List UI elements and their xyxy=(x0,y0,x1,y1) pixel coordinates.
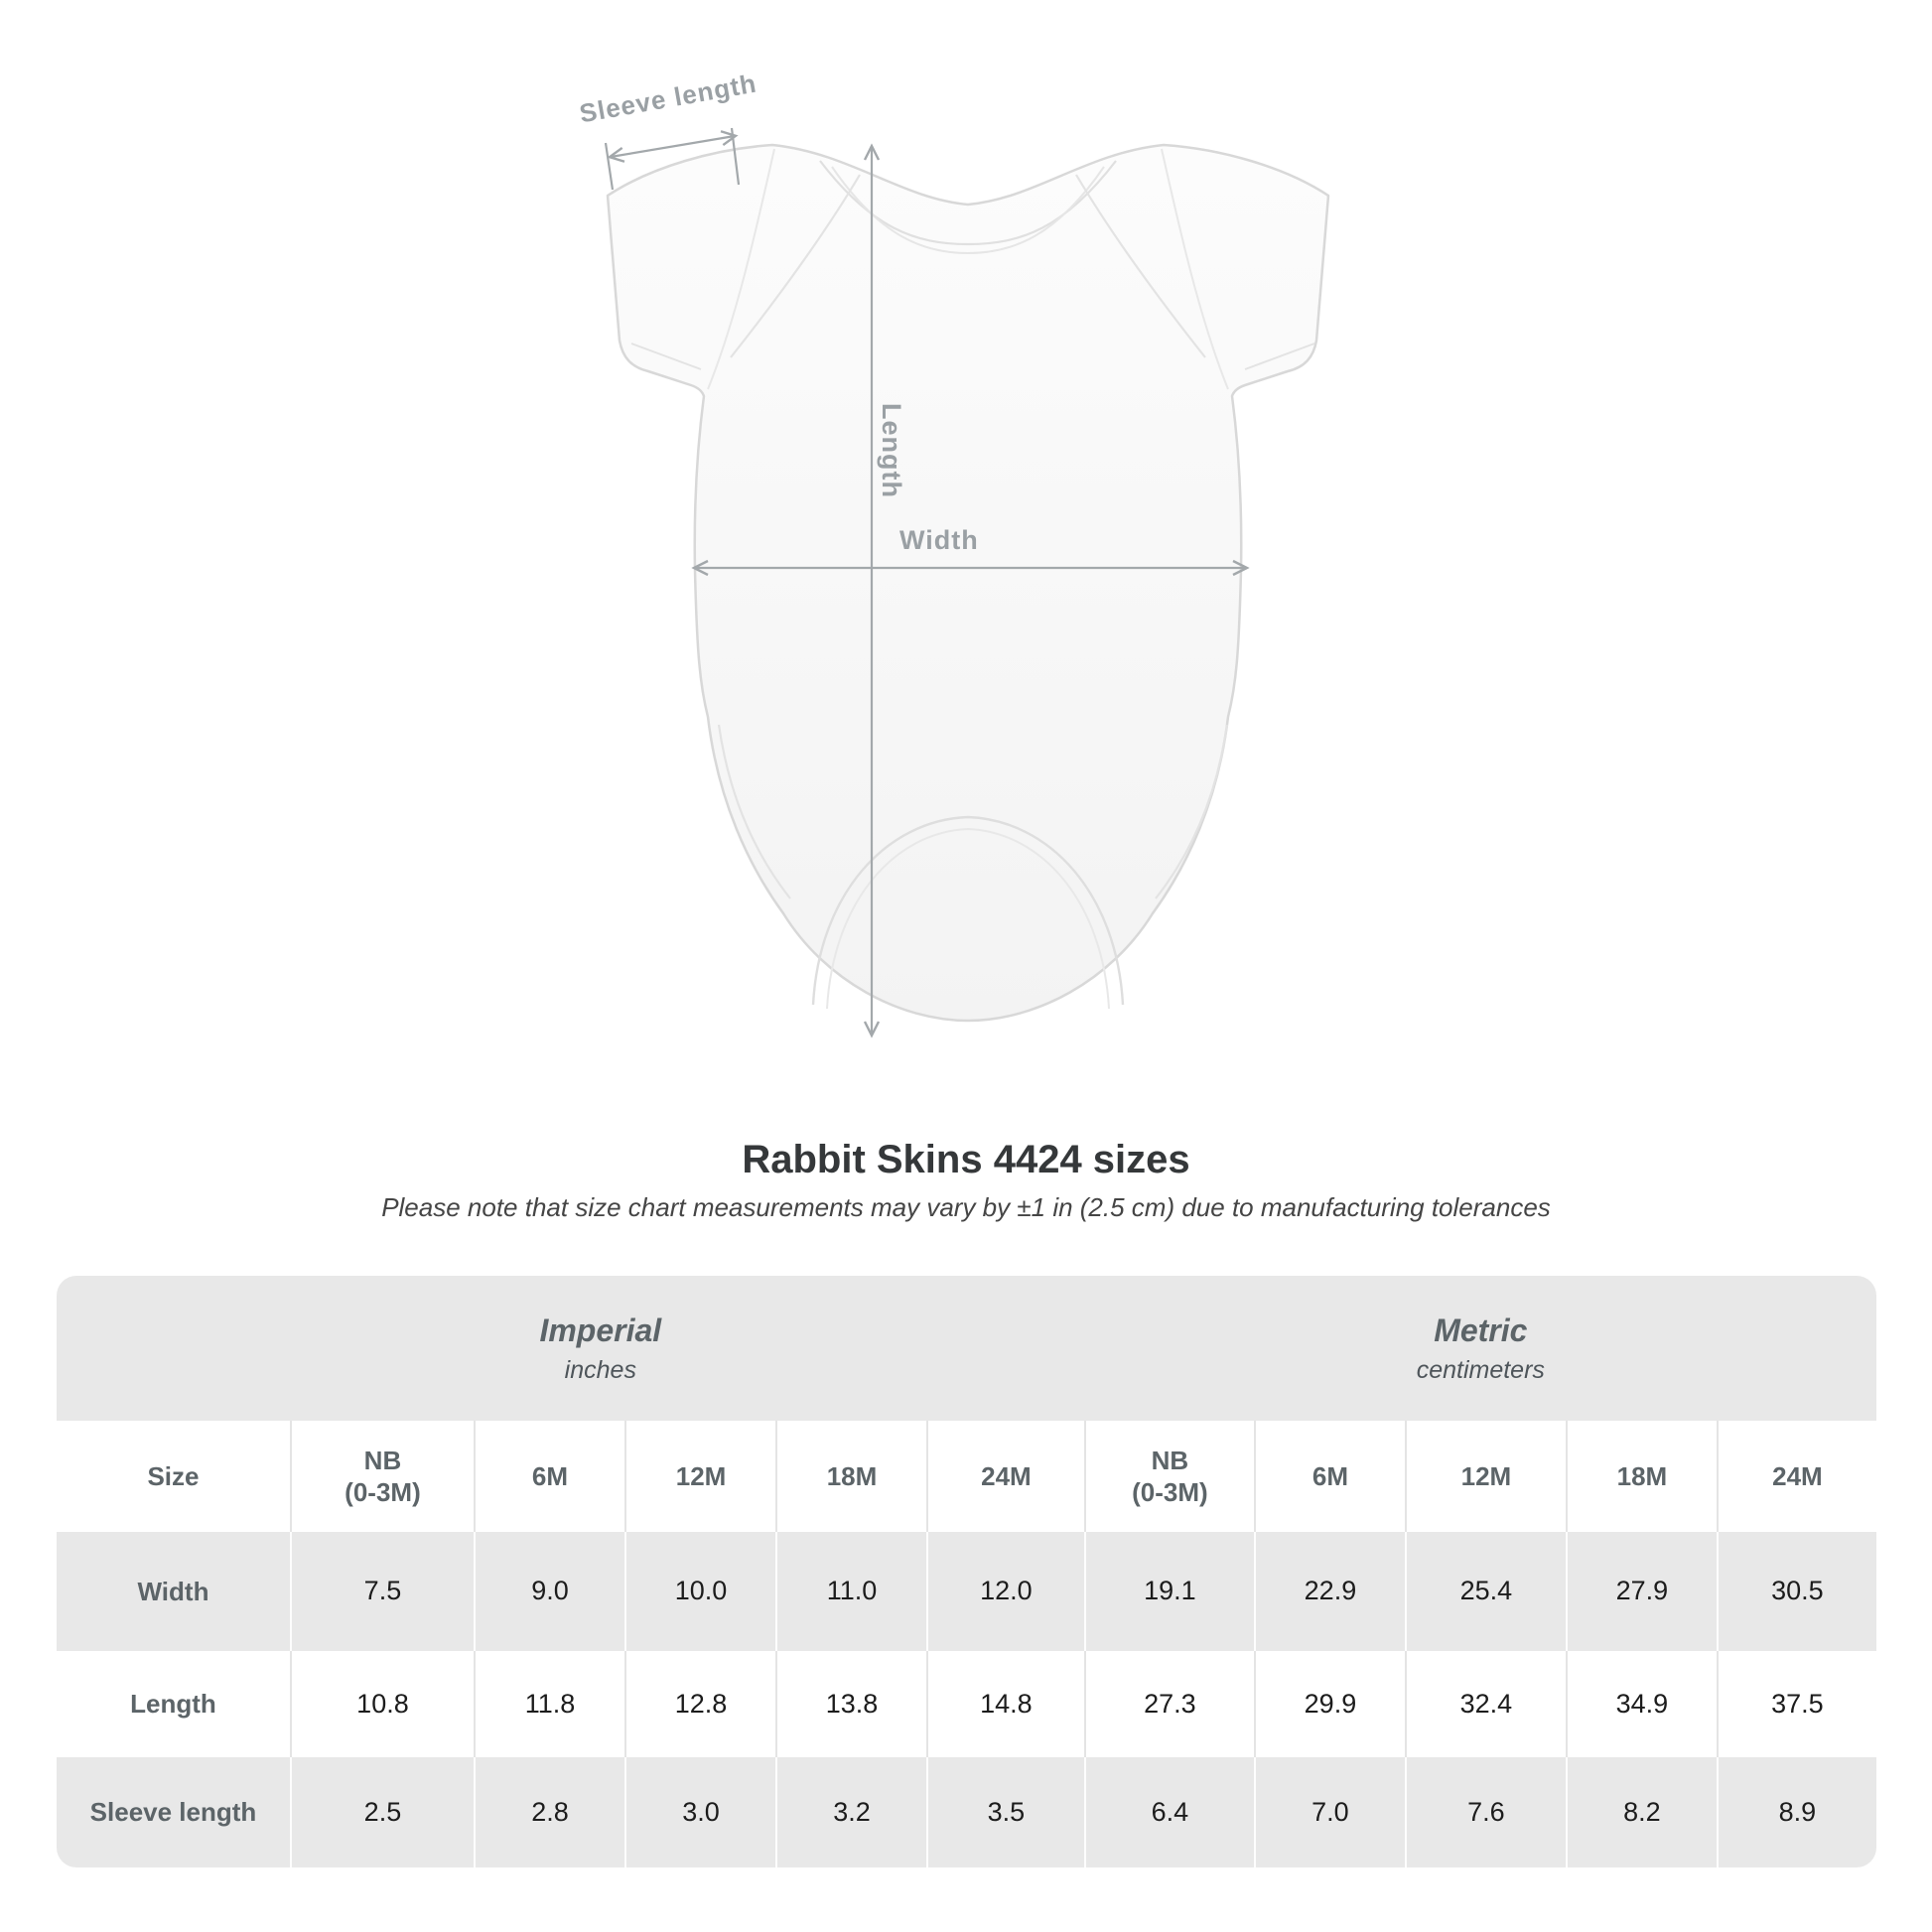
onesie-illustration xyxy=(556,99,1390,1042)
column-header-18m-metric: 18M xyxy=(1566,1421,1717,1532)
row-label-width: Width xyxy=(137,1576,209,1606)
sleeve-18m-cm: 8.2 xyxy=(1566,1757,1717,1867)
table-row-length xyxy=(57,1651,1876,1757)
size-header-row xyxy=(57,1421,1876,1532)
unit-header-band xyxy=(57,1276,1876,1421)
sleeve-arrow-left-tick xyxy=(606,143,613,190)
width-24m-cm: 30.5 xyxy=(1717,1532,1876,1651)
length-nb-cm: 27.3 xyxy=(1084,1651,1254,1757)
column-header-nb-metric: NB (0-3M) xyxy=(1084,1421,1254,1532)
row-label-length: Length xyxy=(130,1689,216,1720)
page-title: Rabbit Skins 4424 sizes xyxy=(742,1138,1190,1181)
metric-unit-group xyxy=(1085,1276,1876,1421)
width-nb-in: 7.5 xyxy=(290,1532,474,1651)
width-6m-cm: 22.9 xyxy=(1254,1532,1405,1651)
column-header-6m-metric: 6M xyxy=(1254,1421,1405,1532)
width-label: Width xyxy=(899,525,979,555)
column-header-nb-imperial: NB (0-3M) xyxy=(290,1421,474,1532)
width-24m-in: 12.0 xyxy=(926,1532,1084,1651)
onesie-body-outline xyxy=(608,145,1328,1021)
length-6m-cm: 29.9 xyxy=(1254,1651,1405,1757)
width-6m-in: 9.0 xyxy=(474,1532,624,1651)
length-18m-in: 13.8 xyxy=(775,1651,926,1757)
sleeve-18m-in: 3.2 xyxy=(775,1757,926,1867)
width-nb-cm: 19.1 xyxy=(1084,1532,1254,1651)
length-12m-cm: 32.4 xyxy=(1405,1651,1566,1757)
sleeve-12m-in: 3.0 xyxy=(624,1757,775,1867)
sleeve-length-label: Sleeve length xyxy=(577,68,759,129)
length-24m-cm: 37.5 xyxy=(1717,1651,1876,1757)
length-18m-cm: 34.9 xyxy=(1566,1651,1717,1757)
sleeve-6m-cm: 7.0 xyxy=(1254,1757,1405,1867)
length-6m-in: 11.8 xyxy=(474,1651,624,1757)
width-12m-in: 10.0 xyxy=(624,1532,775,1651)
column-header-12m-metric: 12M xyxy=(1405,1421,1566,1532)
imperial-label: Imperial xyxy=(539,1311,662,1348)
sleeve-nb-cm: 6.4 xyxy=(1084,1757,1254,1867)
metric-label: Metric xyxy=(1434,1311,1528,1348)
sleeve-12m-cm: 7.6 xyxy=(1405,1757,1566,1867)
length-label: Length xyxy=(877,403,906,498)
length-nb-in: 10.8 xyxy=(290,1651,474,1757)
size-table xyxy=(57,1276,1876,1867)
sleeve-6m-in: 2.8 xyxy=(474,1757,624,1867)
column-header-24m-imperial: 24M xyxy=(926,1421,1084,1532)
imperial-unit-group xyxy=(57,1276,1085,1421)
length-24m-in: 14.8 xyxy=(926,1651,1084,1757)
size-header-cell: Size xyxy=(147,1460,200,1491)
sleeve-24m-in: 3.5 xyxy=(926,1757,1084,1867)
metric-unit-label: centimeters xyxy=(1416,1355,1545,1384)
sleeve-24m-cm: 8.9 xyxy=(1717,1757,1876,1867)
table-row-width xyxy=(57,1532,1876,1651)
width-18m-in: 11.0 xyxy=(775,1532,926,1651)
imperial-unit-label: inches xyxy=(564,1355,636,1384)
column-header-18m-imperial: 18M xyxy=(775,1421,926,1532)
row-label-sleeve-length: Sleeve length xyxy=(89,1797,257,1828)
column-header-6m-imperial: 6M xyxy=(474,1421,624,1532)
column-header-12m-imperial: 12M xyxy=(624,1421,775,1532)
length-12m-in: 12.8 xyxy=(624,1651,775,1757)
table-row-sleeve-length xyxy=(57,1757,1876,1867)
tolerance-note: Please note that size chart measurements may vary by ±1 in (2.5 cm) due to manufacturing tolerances xyxy=(381,1192,1551,1222)
sleeve-nb-in: 2.5 xyxy=(290,1757,474,1867)
width-12m-cm: 25.4 xyxy=(1405,1532,1566,1651)
width-18m-cm: 27.9 xyxy=(1566,1532,1717,1651)
column-header-24m-metric: 24M xyxy=(1717,1421,1876,1532)
